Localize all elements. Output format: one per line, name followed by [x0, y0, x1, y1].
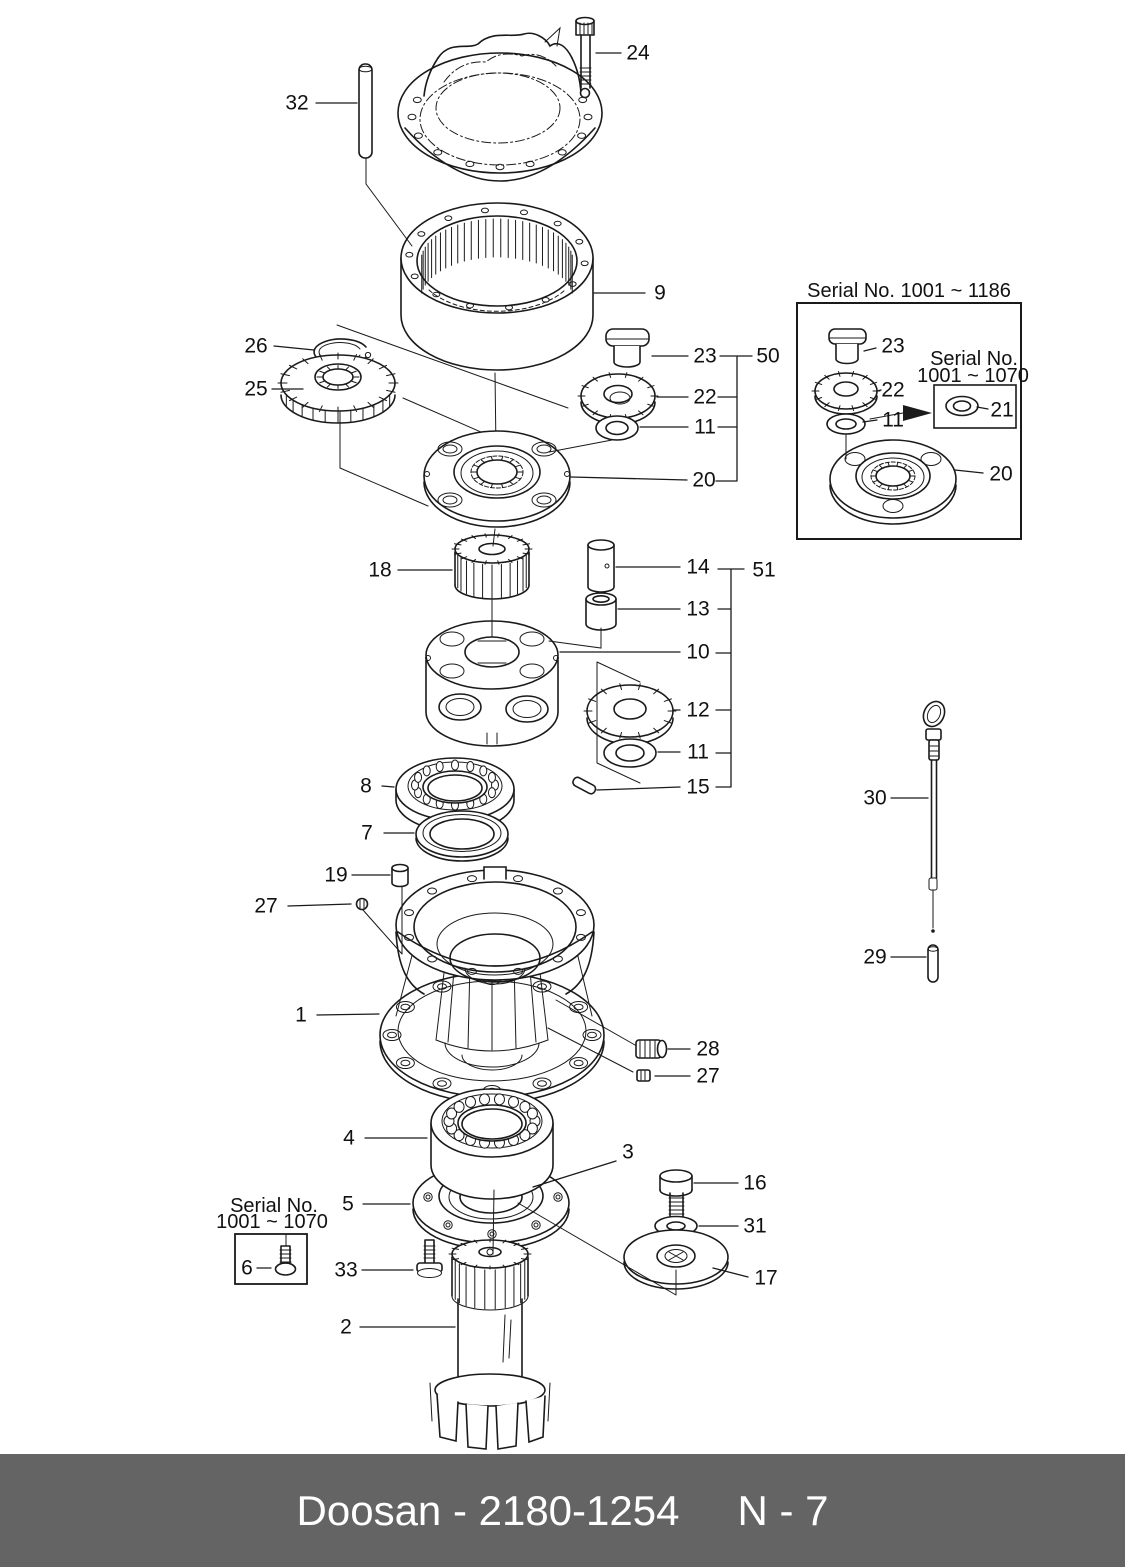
part-20-flange-boxed [830, 440, 956, 524]
group-brackets [716, 356, 752, 787]
part-label-22-7: 22 [693, 385, 717, 409]
part-label-1-22: 1 [295, 1003, 307, 1027]
part-label-33-30: 33 [334, 1258, 358, 1282]
part-label-28-23: 28 [696, 1037, 720, 1061]
part-27-plug-small [357, 899, 368, 910]
part-label-32-1: 32 [285, 91, 309, 115]
part-32-pin [359, 64, 372, 158]
part-label-11-8: 11 [694, 415, 716, 439]
footer-model-number: Doosan - 2180-1254 [296, 1486, 680, 1534]
part-16-bolt [660, 1170, 692, 1221]
part-label-23-35: 23 [881, 334, 905, 358]
part-label-11-37: 11 [882, 408, 904, 432]
part-18-sun-gear [452, 534, 532, 599]
part-11-washer [596, 416, 638, 440]
part-label-3-26: 3 [622, 1140, 634, 1164]
part-13-bushing [586, 593, 616, 630]
serial-range-title-bottom-1: Serial No. [230, 1195, 318, 1217]
serial-range-title-bottom-2: 1001 ~ 1070 [216, 1211, 328, 1233]
part-label-10-14: 10 [686, 640, 710, 664]
part-label-17-31: 17 [754, 1266, 778, 1290]
serial-range-title-right-inner-1: Serial No. [930, 348, 1018, 370]
footer-bar [0, 1454, 1125, 1567]
part-2-shaft [430, 1239, 550, 1449]
part-19-plug [392, 865, 408, 887]
part-9-ring-gear [401, 203, 593, 370]
part-22-gear-boxed [812, 372, 880, 414]
part-11-washer-2 [604, 739, 656, 767]
part-label-14-11: 14 [686, 555, 710, 579]
part-label-25-4: 25 [244, 377, 268, 401]
part-27-plug-small-2 [637, 1070, 650, 1081]
part-label-18-10: 18 [368, 558, 392, 582]
part-label-21-38: 21 [990, 398, 1014, 422]
serial-range-title-right: Serial No. 1001 ~ 1186 [807, 280, 1011, 302]
part-6-screw-boxed [276, 1246, 296, 1275]
part-label-9-2: 9 [654, 281, 666, 305]
part-23-plug-boxed [829, 329, 866, 364]
serial-range-title-right-inner-2: 1001 ~ 1070 [917, 365, 1029, 387]
part-label-8-18: 8 [360, 774, 372, 798]
part-label-51-12: 51 [752, 558, 776, 582]
part-label-2-32: 2 [340, 1315, 352, 1339]
part-label-16-27: 16 [743, 1171, 767, 1195]
part-label-19-20: 19 [324, 863, 348, 887]
part-15-pin [572, 776, 597, 795]
part-label-27-24: 27 [696, 1064, 720, 1088]
part-33-bolt [417, 1240, 442, 1278]
part-label-27-21: 27 [254, 894, 278, 918]
part-21-washer-boxed [946, 397, 978, 416]
part-label-13-13: 13 [686, 597, 710, 621]
part-28-plug [636, 1040, 667, 1058]
part-label-4-25: 4 [343, 1126, 355, 1150]
part-10-carrier [426, 621, 559, 746]
part-label-5-28: 5 [342, 1192, 354, 1216]
part-label-24-0: 24 [626, 41, 650, 65]
part-label-12-15: 12 [686, 698, 710, 722]
part-14-pin [588, 540, 614, 592]
part-label-11-16: 11 [687, 740, 709, 764]
part-30-dipstick [919, 698, 948, 933]
part-label-29-34: 29 [863, 945, 887, 969]
part-label-22-36: 22 [881, 378, 905, 402]
part-label-6-40: 6 [241, 1256, 253, 1280]
part-25-gear [278, 353, 398, 423]
serial-ref-arrow [903, 405, 932, 421]
part-20-flange [424, 431, 570, 527]
part-label-7-19: 7 [361, 821, 373, 845]
part-1-housing-bore [396, 867, 594, 994]
part-23-plug [606, 329, 649, 367]
part-label-15-17: 15 [686, 775, 710, 799]
part-7-seal [416, 811, 508, 861]
part-label-20-39: 20 [989, 462, 1013, 486]
part-label-30-33: 30 [863, 786, 887, 810]
part-cover [398, 28, 602, 181]
footer-page-ref: N - 7 [737, 1486, 829, 1534]
part-label-20-9: 20 [692, 468, 716, 492]
part-29-tube [928, 945, 938, 982]
part-11-washer-boxed [827, 414, 865, 434]
part-4-bearing [431, 1089, 553, 1199]
part-12-gear [584, 684, 676, 744]
part-label-26-3: 26 [244, 334, 268, 358]
part-label-23-5: 23 [693, 344, 717, 368]
part-label-31-29: 31 [743, 1214, 767, 1238]
part-label-50-6: 50 [756, 344, 780, 368]
